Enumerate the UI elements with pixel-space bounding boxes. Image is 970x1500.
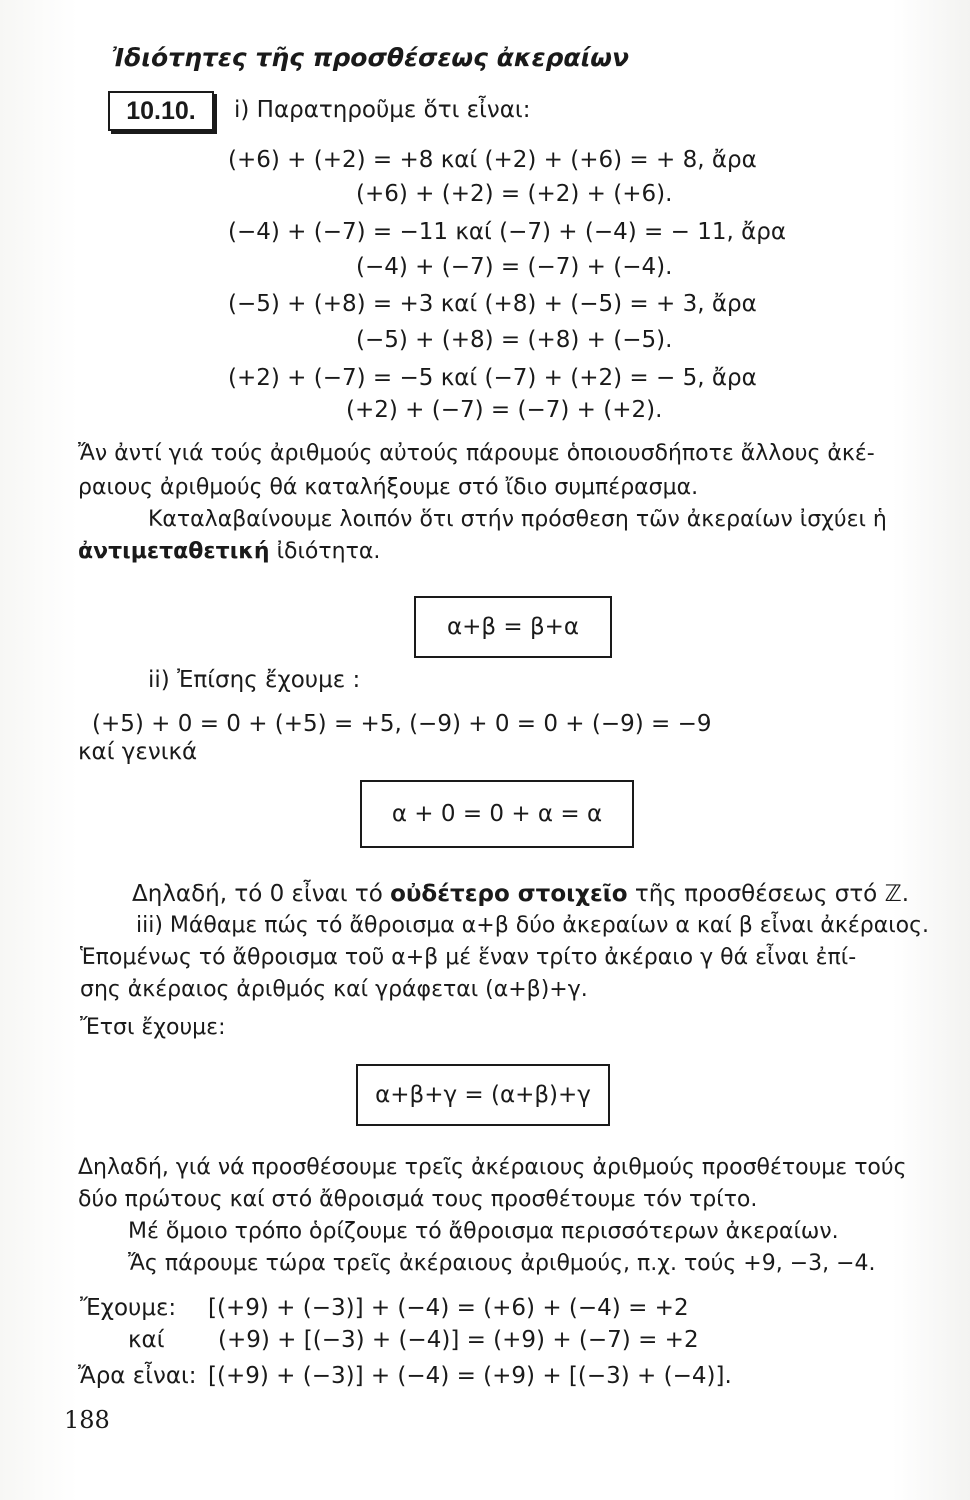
paragraph-line: iii) Μάθαμε πώς τό ἄθροισμα α+β δύο ἀκεραίων α καί β εἶναι ἀκέραιος.	[136, 913, 929, 938]
paragraph-line: δύο πρώτους καί στό ἄθροισμά τους προσθέτουμε τόν τρίτο.	[78, 1187, 758, 1212]
paragraph-text: τῆς προσθέσεως στό ℤ.	[627, 881, 910, 907]
section-heading: Ἰδιότητες τῆς προσθέσεως ἀκεραίων	[112, 43, 630, 72]
equation-line: (+6) + (+2) = (+2) + (+6).	[356, 181, 673, 207]
page-number: 188	[64, 1406, 110, 1434]
commutative-term: ἀντιμεταθετική	[78, 539, 270, 564]
identity-formula-box: α + 0 = 0 + α = α	[360, 780, 634, 848]
paragraph-line: ραιους ἀριθμούς θά καταλήξουμε στό ἴδιο συμπέρασμα.	[78, 475, 699, 500]
paragraph-text: ἰδιότητα.	[269, 539, 381, 564]
commutative-formula-box: α+β = β+α	[414, 596, 612, 658]
equation-line: [(+9) + (−3)] + (−4) = (+9) + [(−3) + (−4)].	[208, 1363, 732, 1389]
equation-line: (+2) + (−7) = −5 καί (−7) + (+2) = − 5, ἄρα	[228, 365, 757, 391]
equation-line: (+9) + [(−3) + (−4)] = (+9) + (−7) = +2	[218, 1327, 699, 1353]
equation-line: (−4) + (−7) = (−7) + (−4).	[356, 254, 673, 280]
paragraph-line: Μέ ὅμοιο τρόπο ὁρίζουμε τό ἄθροισμα περισσότερων ἀκεραίων.	[128, 1219, 839, 1244]
paragraph-text: Δηλαδή, τό 0 εἶναι τό	[132, 881, 391, 907]
part-i-label: i) Παρατηροῦμε ὅτι εἶναι:	[234, 97, 531, 123]
paragraph-line	[78, 538, 380, 566]
paragraph-line: Ἄς πάρουμε τώρα τρεῖς ἀκέραιους ἀριθμούς, π.χ. τούς +9, −3, −4.	[128, 1251, 876, 1276]
part-ii-label: ii) Ἐπίσης ἔχουμε :	[148, 667, 361, 693]
equation-line: (−4) + (−7) = −11 καί (−7) + (−4) = − 11, ἄρα	[228, 219, 787, 245]
paragraph-line: Ἔτσι ἔχουμε:	[80, 1015, 226, 1040]
paragraph-line	[132, 880, 909, 908]
paragraph-line: σης ἀκέραιος ἀριθμός καί γράφεται (α+β)+γ.	[80, 977, 588, 1002]
equation-line: (+6) + (+2) = +8 καί (+2) + (+6) = + 8, ἄρα	[228, 147, 757, 173]
equation-line: (−5) + (+8) = (+8) + (−5).	[356, 327, 673, 353]
paragraph-line: Καταλαβαίνουμε λοιπόν ὅτι στήν πρόσθεση τῶν ἀκεραίων ἰσχύει ἡ	[148, 507, 887, 532]
row-label: Ἄρα εἶναι:	[78, 1363, 197, 1389]
equation-line: (+2) + (−7) = (−7) + (+2).	[346, 397, 663, 423]
neutral-element-term: οὐδέτερο στοιχεῖο	[390, 881, 628, 907]
associative-formula-box: α+β+γ = (α+β)+γ	[356, 1064, 610, 1126]
paragraph-line: Ἑπομένως τό ἄθροισμα τοῦ α+β μέ ἕναν τρίτο ἀκέραιο γ θά εἶναι ἐπί-	[80, 945, 857, 970]
section-number-box: 10.10.	[108, 91, 214, 131]
paragraph-line: καί γενικά	[78, 739, 198, 765]
row-label: Ἔχουμε:	[80, 1295, 177, 1321]
equation-line: (+5) + 0 = 0 + (+5) = +5, (−9) + 0 = 0 + (−9) = −9	[92, 711, 712, 737]
equation-line: [(+9) + (−3)] + (−4) = (+6) + (−4) = +2	[208, 1295, 689, 1321]
paragraph-line: Ἄν ἀντί γιά τούς ἀριθμούς αὐτούς πάρουμε ὁποιουσδήποτε ἄλλους ἀκέ-	[78, 441, 875, 466]
equation-line: (−5) + (+8) = +3 καί (+8) + (−5) = + 3, ἄρα	[228, 291, 757, 317]
row-label: καί	[128, 1327, 165, 1353]
paragraph-line: Δηλαδή, γιά νά προσθέσουμε τρεῖς ἀκέραιους ἀριθμούς προσθέτουμε τούς	[78, 1155, 907, 1180]
